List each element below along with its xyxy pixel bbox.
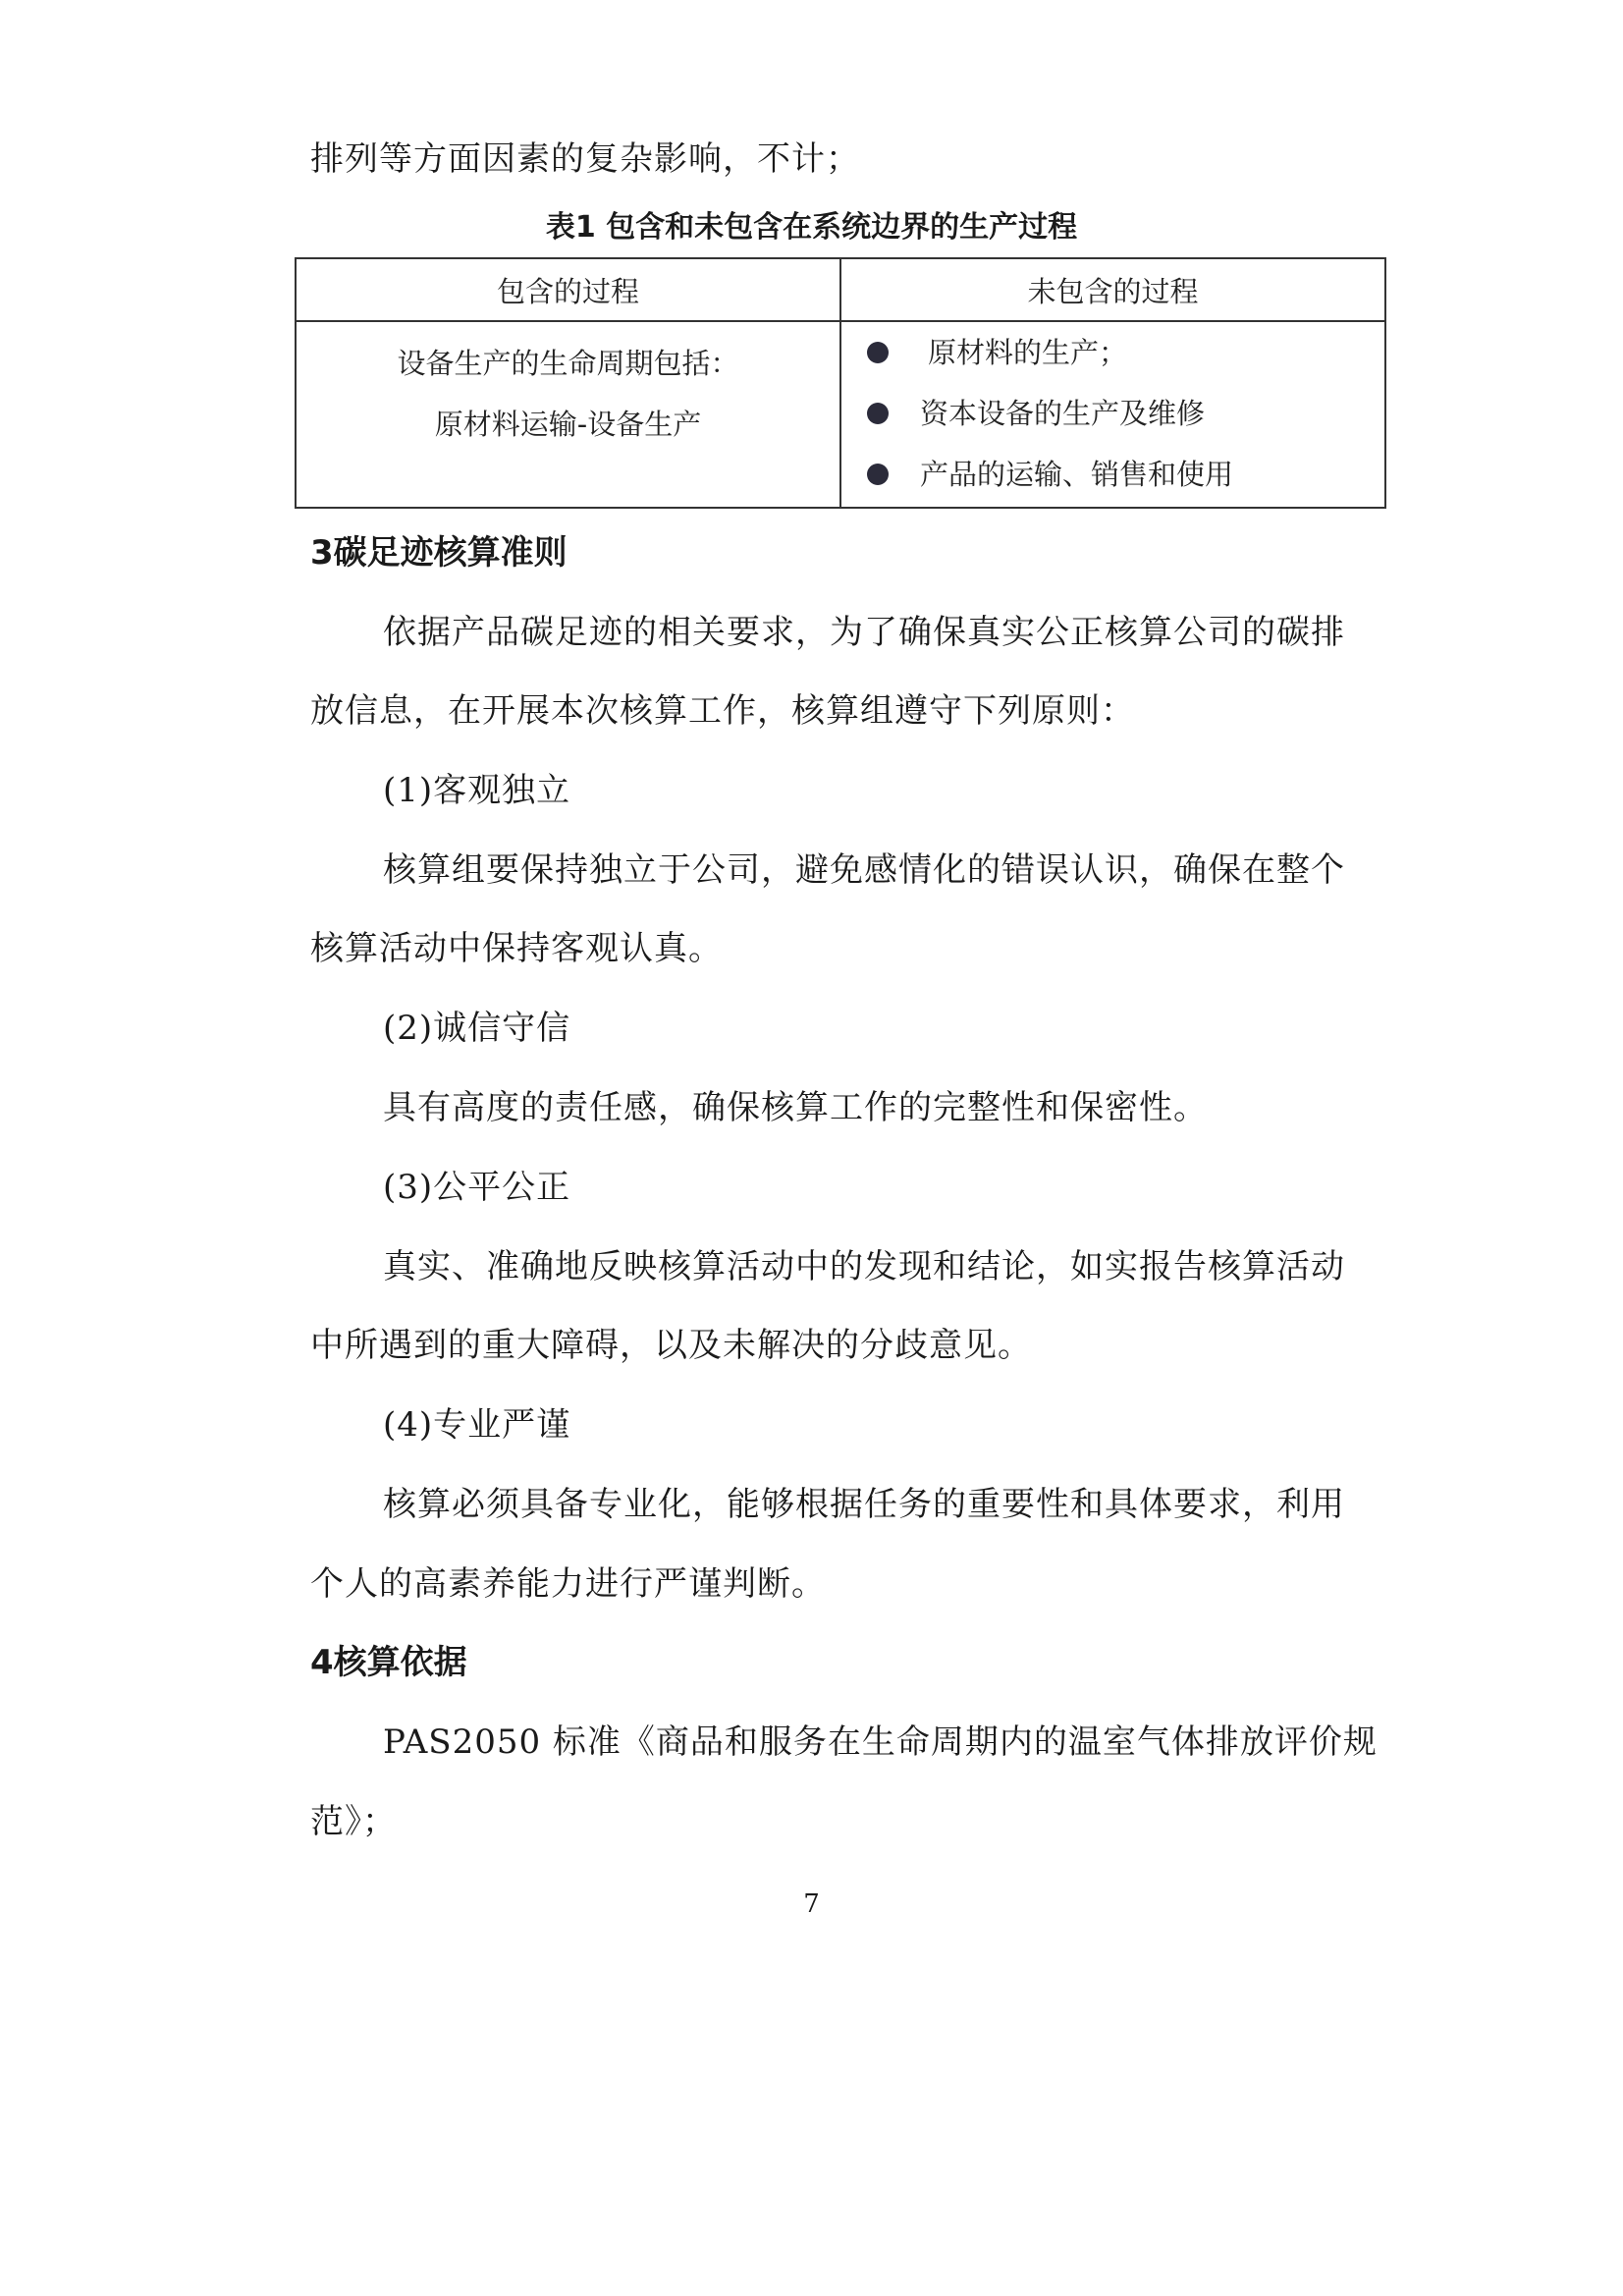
excluded-cell: [840, 321, 1385, 508]
included-line: 设备生产的生命周期包括：: [397, 347, 739, 380]
list-item-text: 产品的运输、销售和使用: [920, 458, 1234, 491]
paragraph-line: 核算必须具备专业化，能够根据任务的重要性和具体要求，利用: [383, 1485, 1345, 1524]
intro-continuation: 排列等方面因素的复杂影响，不计；: [310, 139, 860, 179]
section-heading: 3碳足迹核算准则: [310, 533, 568, 573]
principle-title: (4)专业严谨: [383, 1405, 571, 1445]
list-item-text: 原材料的生产；: [928, 336, 1128, 369]
section-heading: 4核算依据: [310, 1643, 467, 1682]
table-row: [296, 321, 1385, 508]
header-excluded: 未包含的过程: [840, 258, 1385, 321]
process-boundary-table: [295, 257, 1386, 509]
paragraph-line: 核算组要保持独立于公司，避免感情化的错误认识，确保在整个: [383, 850, 1345, 890]
bullet-icon: [867, 342, 889, 363]
list-item: [841, 383, 1384, 444]
header-included: 包含的过程: [296, 258, 840, 321]
paragraph-line: 中所遇到的重大障碍，以及未解决的分歧意见。: [310, 1326, 1032, 1365]
paragraph-line: 核算活动中保持客观认真。: [310, 929, 723, 968]
list-item: [841, 444, 1384, 505]
principle-title: (2)诚信守信: [383, 1009, 571, 1048]
paragraph-line: 放信息，在开展本次核算工作，核算组遵守下列原则：: [310, 691, 1135, 731]
paragraph-line: PAS2050 标准《商品和服务在生命周期内的温室气体排放评价规: [383, 1722, 1378, 1762]
paragraph-line: 个人的高素养能力进行严谨判断。: [310, 1564, 826, 1604]
included-cell: [296, 321, 840, 508]
list-item: [841, 322, 1384, 383]
paragraph-line: 范》；: [310, 1802, 397, 1841]
bullet-icon: [867, 464, 889, 485]
table-caption: 表1 包含和未包含在系统边界的生产过程: [545, 210, 1078, 245]
paragraph-line: 依据产品碳足迹的相关要求，为了确保真实公正核算公司的碳排: [383, 613, 1345, 652]
paragraph-line: 具有高度的责任感，确保核算工作的完整性和保密性。: [383, 1088, 1208, 1127]
paragraph-line: 真实、准确地反映核算活动中的发现和结论，如实报告核算活动: [383, 1247, 1345, 1286]
table-header-row: [296, 258, 1385, 321]
list-item-text: 资本设备的生产及维修: [920, 397, 1206, 430]
page-number: 7: [803, 1889, 820, 1919]
included-line: 原材料运输-设备生产: [434, 408, 702, 441]
principle-title: (1)客观独立: [383, 771, 571, 810]
principle-title: (3)公平公正: [383, 1168, 571, 1207]
bullet-icon: [867, 403, 889, 424]
